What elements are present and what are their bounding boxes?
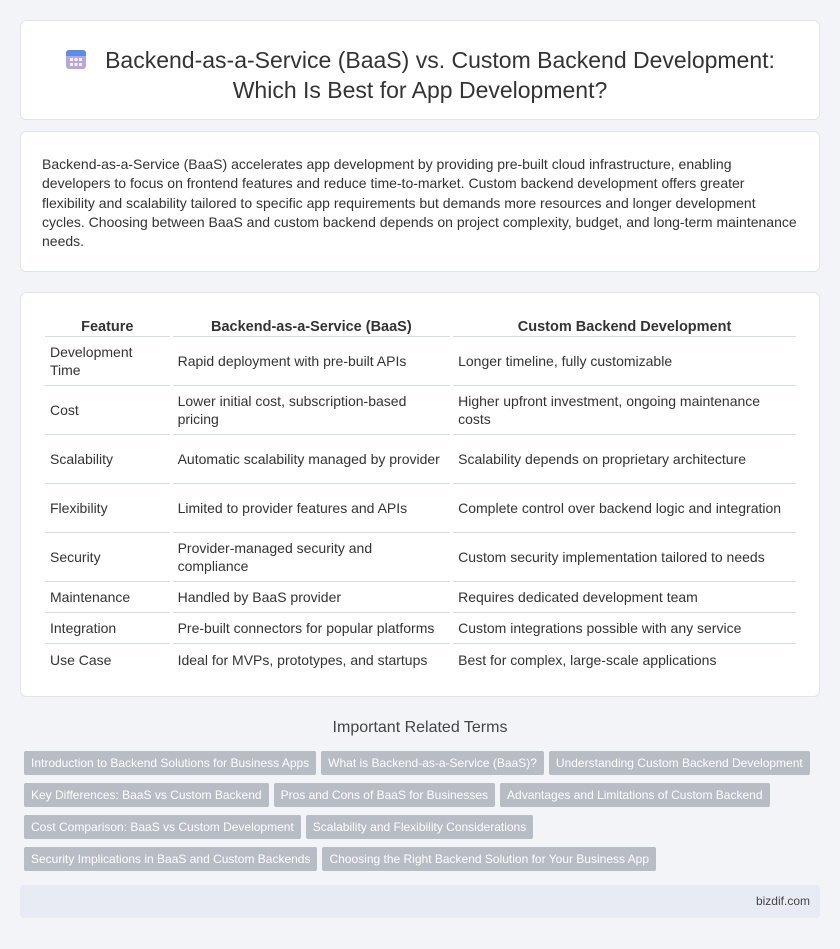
comparison-table-card xyxy=(20,292,820,697)
related-tag[interactable]: Key Differences: BaaS vs Custom Backend xyxy=(24,783,269,807)
comparison-table xyxy=(42,317,799,675)
table-row xyxy=(45,386,796,435)
related-tag[interactable]: What is Backend-as-a-Service (BaaS)? xyxy=(321,751,544,775)
table-row xyxy=(45,435,796,484)
table-row xyxy=(45,337,796,386)
related-terms-tags xyxy=(24,751,824,879)
cell-custom: Best for complex, large-scale applications xyxy=(458,651,717,668)
table-row xyxy=(45,533,796,582)
cell-baas: Provider-managed security and compliance xyxy=(173,533,451,582)
header-baas: Backend-as-a-Service (BaaS) xyxy=(173,317,451,337)
table-row xyxy=(45,484,796,533)
cell-feature: Use Case xyxy=(50,651,112,668)
cell-custom: Complete control over backend logic and integration xyxy=(453,484,796,533)
related-tag[interactable]: Choosing the Right Backend Solution for Your Business App xyxy=(322,847,656,871)
related-tag[interactable]: Introduction to Backend Solutions for Business Apps xyxy=(24,751,316,775)
cell-baas: Automatic scalability managed by provider xyxy=(173,435,451,484)
cell-custom: Custom security implementation tailored to needs xyxy=(453,533,796,582)
calendar-icon xyxy=(65,48,87,70)
cell-baas: Lower initial cost, subscription-based pricing xyxy=(173,386,451,435)
cell-custom: Higher upfront investment, ongoing maintenance costs xyxy=(453,386,796,435)
cell-custom: Longer timeline, fully customizable xyxy=(453,337,796,386)
cell-feature: Development Time xyxy=(45,337,170,386)
related-tag[interactable]: Scalability and Flexibility Considerations xyxy=(306,815,533,839)
header-feature: Feature xyxy=(45,317,170,337)
page-title xyxy=(21,45,819,105)
cell-feature: Flexibility xyxy=(45,484,170,533)
cell-custom: Requires dedicated development team xyxy=(453,582,796,613)
cell-feature: Integration xyxy=(45,613,170,644)
cell-custom: Scalability depends on proprietary architecture xyxy=(453,435,796,484)
footer-site-link[interactable]: bizdif.com xyxy=(755,894,810,908)
cell-baas: Pre-built connectors for popular platforms xyxy=(173,613,451,644)
cell-baas: Ideal for MVPs, prototypes, and startups xyxy=(177,651,428,668)
page-title-line2: Which Is Best for App Development? xyxy=(232,77,608,103)
cell-feature: Cost xyxy=(45,386,170,435)
table-row xyxy=(45,613,796,644)
header-custom: Custom Backend Development xyxy=(453,317,796,337)
intro-card xyxy=(20,131,820,272)
cell-baas: Rapid deployment with pre-built APIs xyxy=(173,337,451,386)
cell-baas: Limited to provider features and APIs xyxy=(173,484,451,533)
table-row xyxy=(45,582,796,613)
related-terms-title: Important Related Terms xyxy=(332,719,508,736)
cell-baas: Handled by BaaS provider xyxy=(173,582,451,613)
related-tag[interactable]: Understanding Custom Backend Development xyxy=(549,751,810,775)
cell-feature: Scalability xyxy=(45,435,170,484)
related-tag[interactable]: Pros and Cons of BaaS for Businesses xyxy=(274,783,495,807)
page-title-line1: Backend-as-a-Service (BaaS) vs. Custom Backend Development: xyxy=(105,47,775,73)
related-tag[interactable]: Security Implications in BaaS and Custom Backends xyxy=(24,847,317,871)
intro-paragraph: Backend-as-a-Service (BaaS) accelerates app development by providing pre-built cloud infrastructure, enabling developers to focus on frontend features and reduce time-to-market. Custom backend development offers greater flexibility and scalability tailored to specific app requirements but demands more resources and longer development cycles. Choosing between BaaS and custom backend depends on project complexity, budget, and long-term maintenance needs. xyxy=(42,156,797,250)
cell-custom: Custom integrations possible with any service xyxy=(453,613,796,644)
related-tag[interactable]: Advantages and Limitations of Custom Backend xyxy=(500,783,769,807)
cell-feature: Maintenance xyxy=(45,582,170,613)
footer-bar xyxy=(20,885,820,918)
table-header-row xyxy=(45,317,796,337)
table-row xyxy=(45,644,796,675)
title-card xyxy=(20,20,820,120)
cell-feature: Security xyxy=(45,533,170,582)
related-tag[interactable]: Cost Comparison: BaaS vs Custom Development xyxy=(24,815,301,839)
